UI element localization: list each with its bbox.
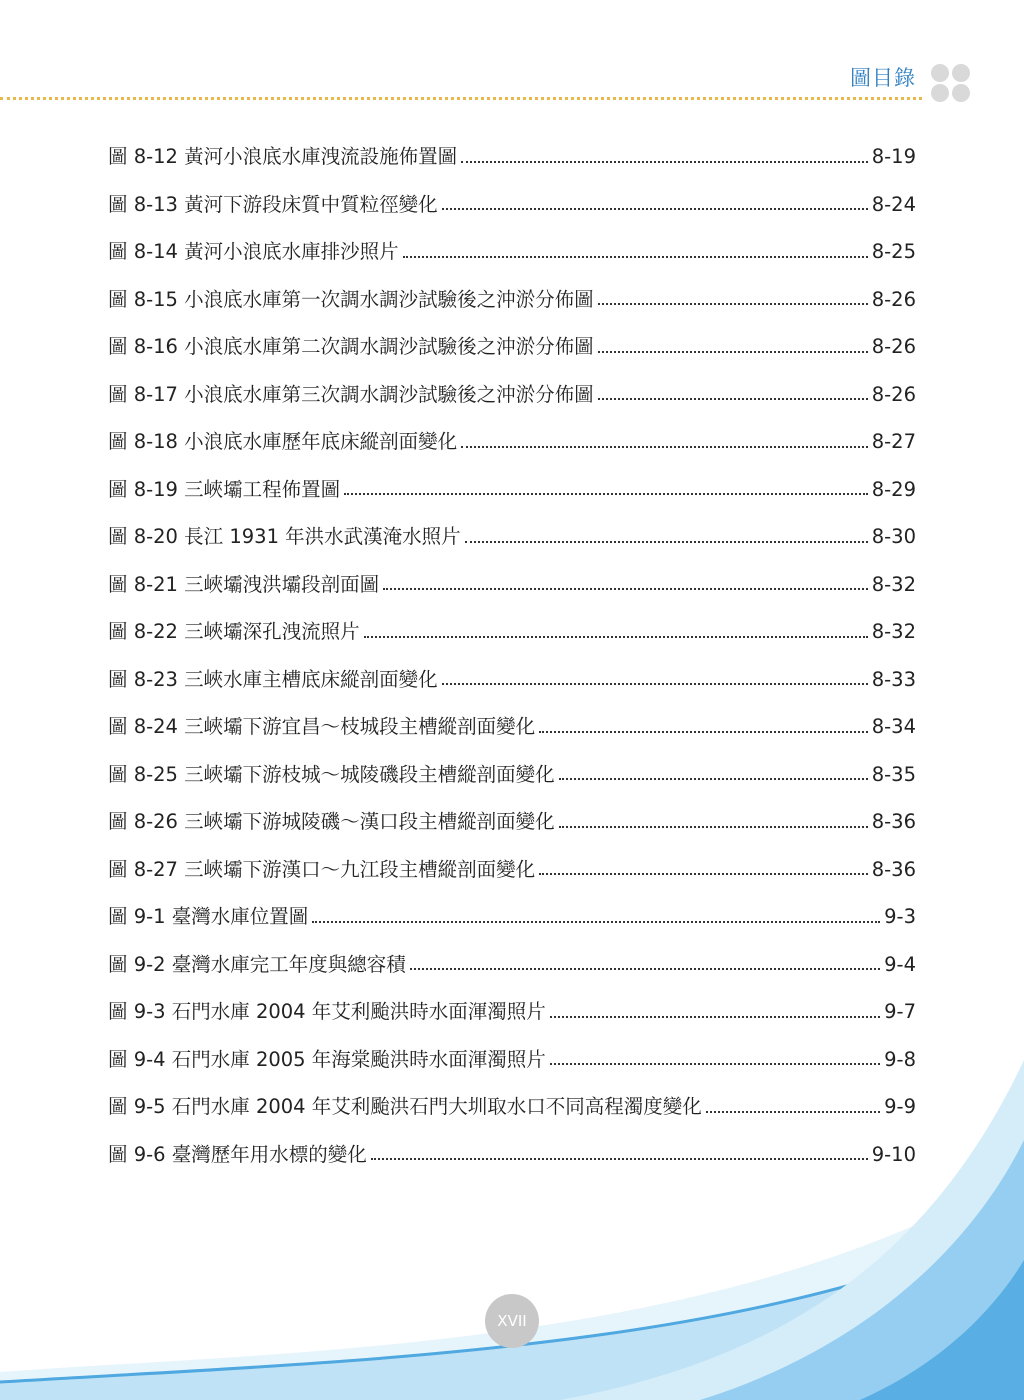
toc-entry-label: 圖 8-19 三峽壩工程佈置圖 — [108, 477, 341, 501]
toc-entry-page: 8-26 — [871, 335, 916, 358]
toc-entry-label: 圖 8-13 黃河下游段床質中質粒徑變化 — [108, 192, 438, 216]
toc-entry-page: 8-27 — [871, 430, 916, 453]
toc-entry-page: 9-10 — [871, 1142, 916, 1166]
toc-entry-label: 圖 9-5 石門水庫 2004 年艾利颱洪石門大圳取水口不同高程濁度變化 — [108, 1095, 702, 1118]
toc-entry-label: 圖 8-18 小浪底水庫歷年底床縱剖面變化 — [108, 430, 458, 453]
toc-entry-label: 圖 8-12 黃河小浪底水庫洩流設施佈置圖 — [108, 145, 458, 168]
toc-entry-page: 9-9 — [884, 1095, 916, 1118]
toc-entry-label: 圖 8-22 三峽壩深孔洩流照片 — [108, 620, 360, 643]
toc-entry-page: 9-4 — [884, 952, 916, 976]
toc-entry-page: 8-34 — [871, 715, 916, 738]
toc-entry-page: 8-26 — [871, 287, 916, 311]
toc-entry-page: 8-26 — [871, 382, 916, 406]
toc-entry-label: 圖 8-27 三峽壩下游漢口～九江段主槽縱剖面變化 — [108, 857, 536, 881]
toc-entry-label: 圖 9-1 臺灣水庫位置圖 — [108, 905, 309, 928]
toc-entry-page: 9-7 — [884, 1000, 916, 1023]
toc-entry-label: 圖 8-25 三峽壩下游枝城～城陵磯段主槽縱剖面變化 — [108, 762, 555, 786]
toc-entry-page: 8-36 — [871, 857, 916, 881]
toc-entry-label: 圖 8-20 長江 1931 年洪水武漢淹水照片 — [108, 525, 461, 548]
toc-entry-page: 8-30 — [871, 525, 916, 548]
toc-entry-label: 圖 8-15 小浪底水庫第一次調水調沙試驗後之沖淤分佈圖 — [108, 287, 594, 311]
toc-entry-page: 8-29 — [871, 477, 916, 501]
toc-entry-label: 圖 9-6 臺灣歷年用水標的變化 — [108, 1142, 367, 1166]
toc-entry-page: 9-3 — [884, 905, 916, 928]
toc-entry-page: 8-33 — [871, 667, 916, 691]
toc-entry-page: 9-8 — [884, 1047, 916, 1071]
toc-entry-label: 圖 8-21 三峽壩洩洪壩段剖面圖 — [108, 572, 380, 596]
page-number: XVII — [485, 1294, 539, 1348]
toc-entry-label: 圖 8-14 黃河小浪底水庫排沙照片 — [108, 240, 399, 263]
toc-entry-label: 圖 8-24 三峽壩下游宜昌～枝城段主槽縱剖面變化 — [108, 715, 536, 738]
toc-entry-label: 圖 8-23 三峽水庫主槽底床縱剖面變化 — [108, 667, 438, 691]
toc-entry-page: 8-24 — [871, 192, 916, 216]
toc-entry-page: 8-32 — [871, 620, 916, 643]
toc-entry-label: 圖 8-17 小浪底水庫第三次調水調沙試驗後之沖淤分佈圖 — [108, 382, 594, 406]
page-title: 圖目錄 — [850, 66, 916, 90]
toc-entry-label: 圖 8-16 小浪底水庫第二次調水調沙試驗後之沖淤分佈圖 — [108, 335, 594, 358]
toc-entry-page: 8-19 — [871, 145, 916, 168]
toc-entry-label: 圖 9-2 臺灣水庫完工年度與總容積 — [108, 952, 406, 976]
toc-entry-label: 圖 8-26 三峽壩下游城陵磯～漢口段主槽縱剖面變化 — [108, 810, 555, 833]
toc-entry-page: 8-25 — [871, 240, 916, 263]
toc-entry-page: 8-32 — [871, 572, 916, 596]
toc-entry-label: 圖 9-3 石門水庫 2004 年艾利颱洪時水面渾濁照片 — [108, 1000, 546, 1023]
toc-entry-page: 8-36 — [871, 810, 916, 833]
toc-entry-label: 圖 9-4 石門水庫 2005 年海棠颱洪時水面渾濁照片 — [108, 1047, 546, 1071]
toc-entry-page: 8-35 — [871, 762, 916, 786]
